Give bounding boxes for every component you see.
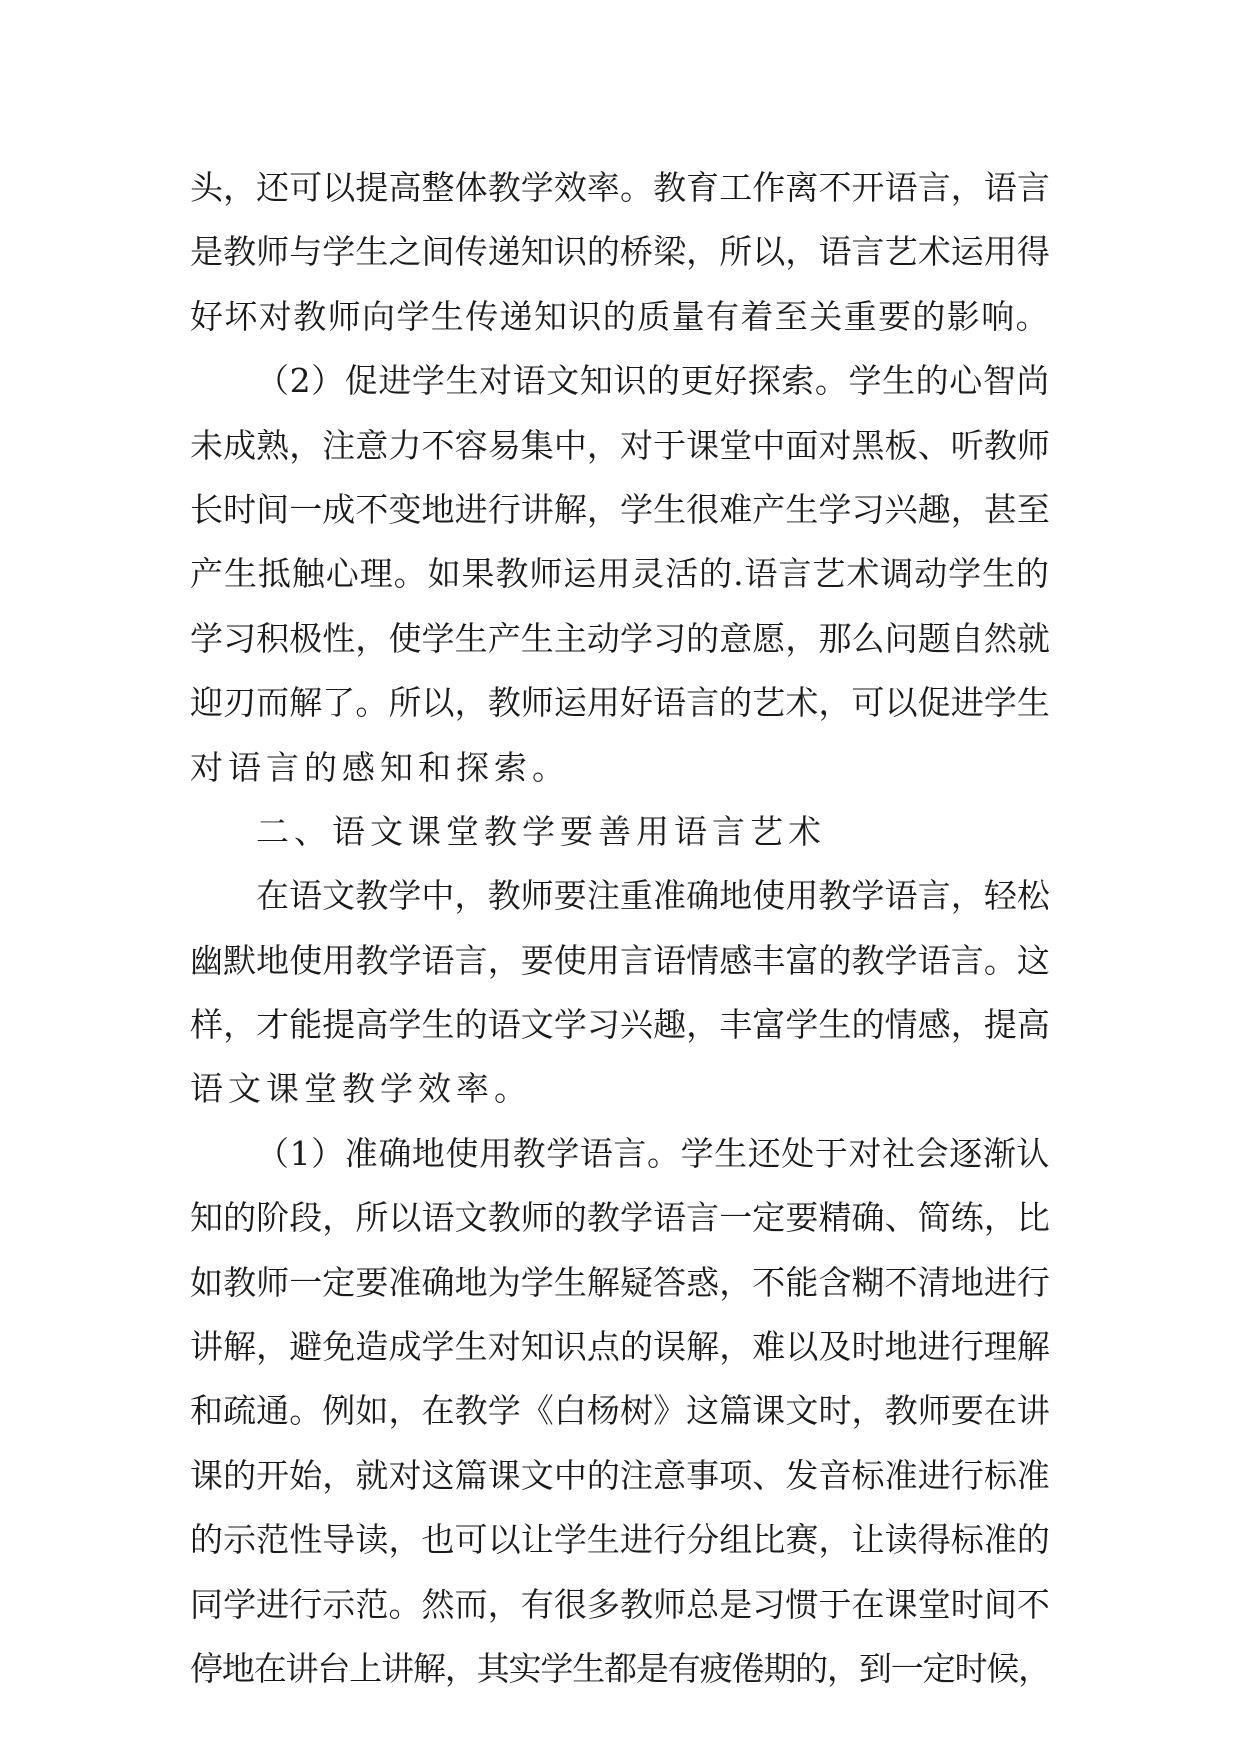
text-line: 同学进行示范。然而，有很多教师总是习惯于在课堂时间不 bbox=[190, 1584, 1050, 1624]
text-line: 停地在讲台上讲解，其实学生都是有疲倦期的，到一定时候， bbox=[190, 1648, 1050, 1688]
text-line: 长时间一成不变地进行讲解，学生很难产生学习兴趣，甚至 bbox=[190, 489, 1050, 529]
text-line: 样，才能提高学生的语文学习兴趣，丰富学生的情感，提高 bbox=[190, 1005, 1050, 1045]
text-line: 好坏对教师向学生传递知识的质量有着至关重要的影响。 bbox=[190, 296, 1050, 336]
text-line: 在语文教学中，教师要注重准确地使用教学语言，轻松 bbox=[256, 876, 1050, 916]
text-line: 的示范性导读，也可以让学生进行分组比赛，让读得标准的 bbox=[190, 1520, 1050, 1560]
text-line: 如教师一定要准确地为学生解疑答惑，不能含糊不清地进行 bbox=[190, 1262, 1050, 1302]
text-line: 是教师与学生之间传递知识的桥梁，所以，语言艺术运用得 bbox=[190, 232, 1050, 272]
text-line: 头，还可以提高整体教学效率。教育工作离不开语言，语言 bbox=[190, 168, 1050, 207]
text-line: 对语言的感知和探索。 bbox=[190, 747, 570, 787]
text-line: 幽默地使用教学语言，要使用言语情感丰富的教学语言。这 bbox=[190, 940, 1050, 980]
text-line: 二、语文课堂教学要善用语言艺术 bbox=[256, 811, 826, 851]
text-line: （2）促进学生对语文知识的更好探索。学生的心智尚 bbox=[256, 361, 1050, 401]
text-line: 知的阶段，所以语文教师的教学语言一定要精确、简练，比 bbox=[190, 1198, 1050, 1238]
text-line: 学习积极性，使学生产生主动学习的意愿，那么问题自然就 bbox=[190, 618, 1050, 658]
text-line: 迎刃而解了。所以，教师运用好语言的艺术，可以促进学生 bbox=[190, 683, 1050, 723]
text-line: （1）准确地使用教学语言。学生还处于对社会逐渐认 bbox=[256, 1133, 1050, 1173]
text-line: 未成熟，注意力不容易集中，对于课堂中面对黑板、听教师 bbox=[190, 425, 1050, 465]
text-line: 产生抵触心理。如果教师运用灵活的.语言艺术调动学生的 bbox=[190, 554, 1050, 594]
text-line: 和疏通。例如，在教学《白杨树》这篇课文时，教师要在讲 bbox=[190, 1391, 1050, 1431]
text-line: 讲解，避免造成学生对知识点的误解，难以及时地进行理解 bbox=[190, 1327, 1050, 1367]
document-body bbox=[190, 156, 1050, 1701]
text-line: 课的开始，就对这篇课文中的注意事项、发音标准进行标准 bbox=[190, 1455, 1050, 1495]
text-line: 语文课堂教学效率。 bbox=[190, 1069, 532, 1109]
